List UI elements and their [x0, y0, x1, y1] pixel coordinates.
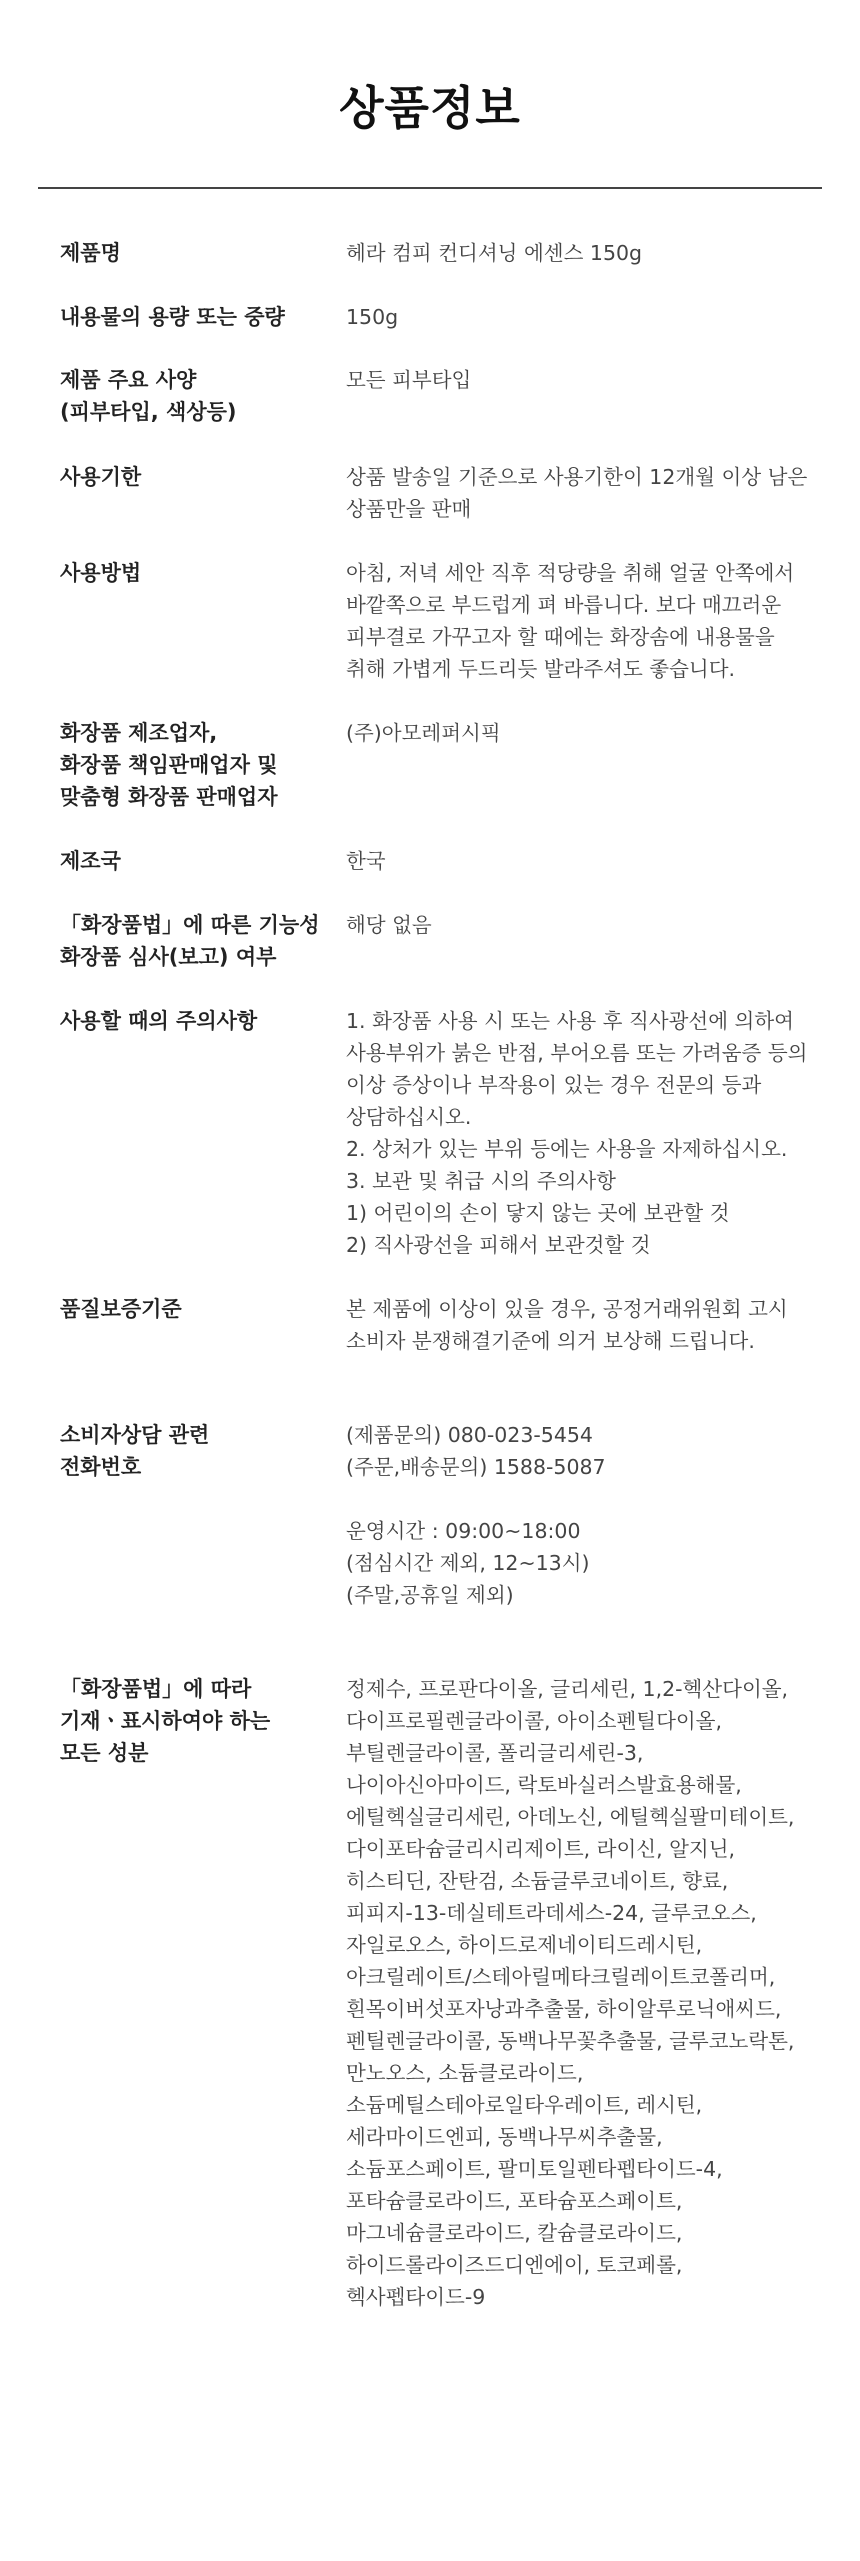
row-label: 소비자상담 관련 전화번호 [60, 1423, 210, 1479]
row-value: 모든 피부타입 [346, 368, 472, 392]
row-value: 아침, 저녁 세안 직후 적당량을 취해 얼굴 안쪽에서 바깥쪽으로 부드럽게 펴 바릅니다. 보다 매끄러운 피부결로 가꾸고자 할 때에는 화장솜에 내용물을 취해 가볍게 두드리듯 발라주셔도 좋습니다. [346, 561, 795, 681]
row-value: 정제수, 프로판다이올, 글리세린, 1,2-헥산다이올, 다이프로필렌글라이콜, 아이소펜틸다이올, 부틸렌글라이콜, 폴리글리세린-3, 나이아신아마이드, 락토바실러스발효용해물, 에틸헥실글리세린, 아데노신, 에틸헥실팔미테이트, 다이포타슘글리시리제이트, 라이신, 알지닌, 히스티딘, 잔탄검, 소듐글루코네이트, 향료, 피피지-13-데실테트라데세스-24, 글루코오스, 자일로오스, 하이드로제네이티드레시틴, 아크릴레이트/스테아릴메타크릴레이트코폴리머, 흰목이버섯포자낭과추출물, 하이알루로닉애씨드, 펜틸렌글라이콜, 동백나무꽃추출물, 글루코노락톤, 만노오스, 소듐클로라이드, 소듐메틸스테아로일타우레이트, 레시틴, 세라마이드엔피, 동백나무씨추출물, 소듐포스페이트, 팔미토일펜타펩타이드-4, 포타슘클로라이드, 포타슘포스페이트, 마그네슘클로라이드, 칼슘클로라이드, 하이드롤라이즈드디엔에이, 토코페롤, 헥사펩타이드-9 [346, 1677, 795, 2309]
row-value: 한국 [346, 849, 386, 873]
row-value: 본 제품에 이상이 있을 경우, 공정거래위원회 고시 소비자 분쟁해결기준에 의거 보상해 드립니다. [346, 1297, 788, 1353]
row-label: 내용물의 용량 또는 중량 [60, 305, 285, 329]
row-label: 사용방법 [60, 561, 142, 585]
row-value: (주)아모레퍼시픽 [346, 721, 501, 745]
row-value: 해당 없음 [346, 913, 432, 937]
row-value: 상품 발송일 기준으로 사용기한이 12개월 이상 남은 상품만을 판매 [346, 465, 808, 521]
row-label: 제조국 [60, 849, 121, 873]
row-label: 「화장품법」에 따라 기재ㆍ표시하여야 하는 모든 성분 [60, 1677, 271, 1765]
row-value: 헤라 컴피 컨디셔닝 에센스 150g [346, 241, 643, 265]
row-label: 화장품 제조업자, 화장품 책임판매업자 및 맞춤형 화장품 판매업자 [60, 721, 278, 809]
row-label: 「화장품법」에 따른 기능성 화장품 심사(보고) 여부 [60, 913, 320, 969]
title-divider [38, 187, 822, 189]
row-label: 제품 주요 사양 (피부타입, 색상등) [60, 368, 237, 424]
row-label: 사용기한 [60, 465, 142, 489]
page-title: 상품정보 [339, 81, 521, 135]
row-value: (제품문의) 080-023-5454 (주문,배송문의) 1588-5087 운영시간 : 09:00~18:00 (점심시간 제외, 12~13시) (주말,공휴일 제외) [346, 1423, 606, 1607]
row-label: 품질보증기준 [60, 1297, 182, 1321]
row-value: 150g [346, 305, 399, 329]
row-value: 1. 화장품 사용 시 또는 사용 후 직사광선에 의하여 사용부위가 붉은 반점, 부어오름 또는 가려움증 등의 이상 증상이나 부작용이 있는 경우 전문의 등과 상담하십시오. 2. 상처가 있는 부위 등에는 사용을 자제하십시오. 3. 보관 및 취급 시의 주의사항 1) 어린이의 손이 닿지 않는 곳에 보관할 것 2) 직사광선을 피해서 보관것할 것 [346, 1009, 808, 1257]
row-label: 사용할 때의 주의사항 [60, 1009, 258, 1033]
row-label: 제품명 [60, 241, 121, 265]
